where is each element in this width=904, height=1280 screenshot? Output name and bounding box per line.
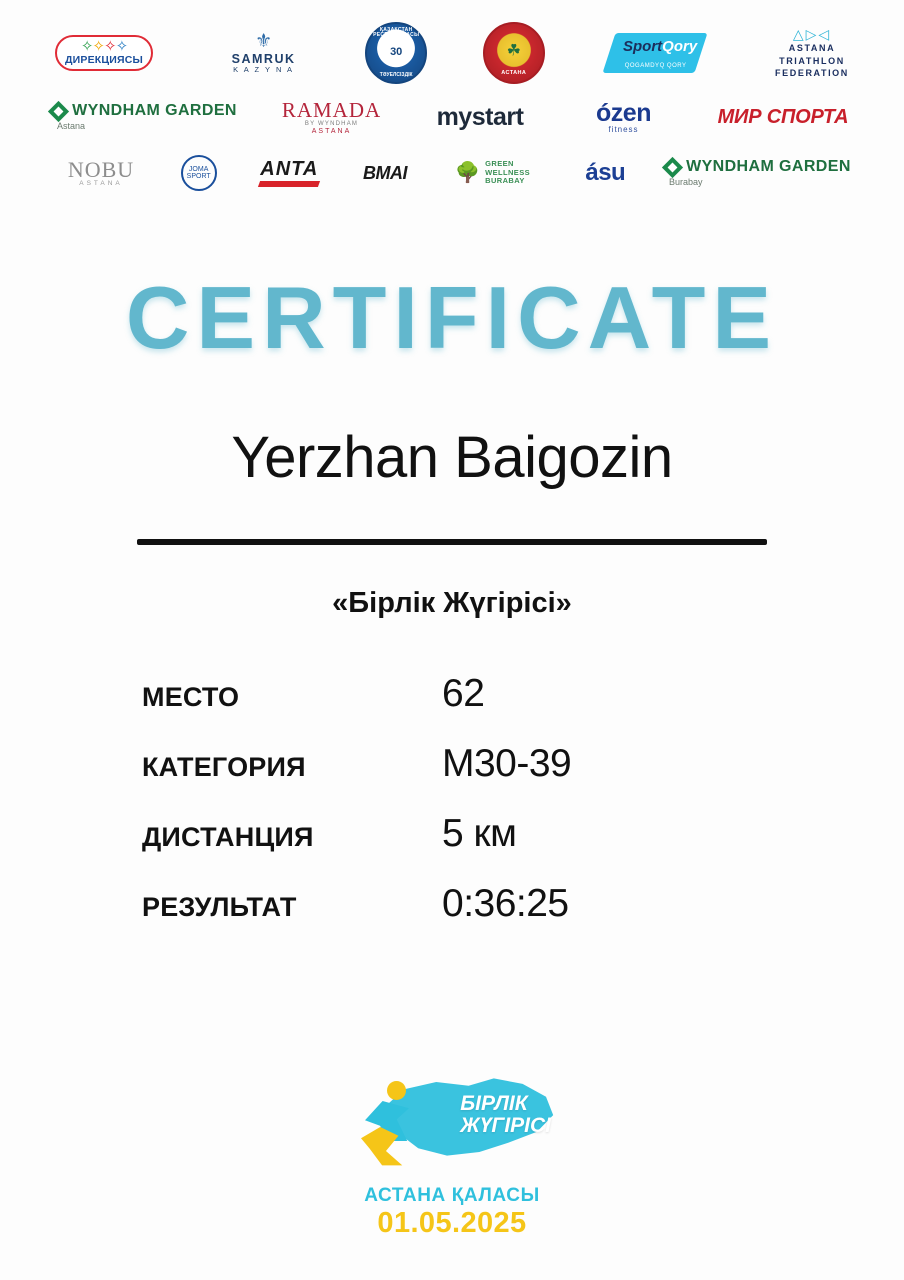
- atf-line3: FEDERATION: [775, 68, 849, 79]
- result-value-time: 0:36:25: [442, 882, 569, 925]
- anta-bar-icon: [258, 181, 320, 187]
- certificate-title: CERTIFICATE: [125, 268, 779, 367]
- sponsor-logo-ozen-fitness: [569, 94, 679, 140]
- wyndham-diamond-icon: [662, 157, 683, 178]
- event-badge-line2: ЖҮГІРІСІ: [460, 1114, 551, 1138]
- sport-qory-sublabel: QOGAMDYQ QORY: [625, 62, 687, 69]
- atf-line1: ASTANA: [788, 43, 836, 54]
- direkciyasy-label: ДИРЕКЦИЯСЫ: [64, 53, 144, 66]
- wyndham-astana-label: WYNDHAM GARDEN: [72, 101, 237, 119]
- wyndham-diamond-icon: [48, 101, 69, 122]
- event-logo: [317, 1071, 587, 1240]
- bmai-label: BMAI: [362, 162, 407, 183]
- table-row: [142, 672, 762, 716]
- gwb-text: [485, 160, 530, 186]
- ozen-sublabel: fitness: [608, 124, 639, 134]
- sponsor-logo-astana-emblem: [483, 22, 545, 84]
- tree-icon: 🌳️: [455, 162, 481, 184]
- sport-qory-label: [623, 39, 697, 55]
- ramada-sublabel: BY WYNDHAM: [304, 121, 359, 128]
- triangle-icon: △▷◁: [792, 26, 832, 43]
- anta-label: ANTA: [260, 158, 319, 180]
- ramada-label: RAMADA: [281, 98, 382, 123]
- sponsor-logo-wyndham-garden-astana: [46, 94, 242, 140]
- sponsor-logo-astana-triathlon-federation: [766, 22, 858, 84]
- runner-figures-icon: ✧✧✧✧: [80, 38, 128, 56]
- ramada-city-label: ASTANA: [311, 127, 352, 135]
- sponsor-logo-bmai: [345, 150, 425, 196]
- result-value-distance: 5 км: [442, 812, 517, 855]
- mir-sporta-label: МИР СПОРТА: [717, 105, 849, 128]
- sponsor-logo-ramada: [272, 94, 392, 140]
- nobu-label: NOBU: [67, 157, 135, 183]
- athlete-name: Yerzhan Baigozin: [231, 425, 673, 490]
- sponsor-row-2: [46, 94, 858, 140]
- gwb-line3: BURABAY: [485, 176, 525, 186]
- nobu-sublabel: ASTANA: [79, 180, 123, 188]
- ozen-label: ózen: [596, 98, 651, 127]
- wyndham-burabay-sublabel: Burabay: [668, 176, 703, 187]
- table-row: [142, 882, 762, 926]
- samruk-label: SAMRUK: [231, 52, 296, 66]
- direkciyasy-icon: [55, 35, 153, 71]
- table-row: [142, 742, 762, 786]
- runner-head: [387, 1081, 406, 1100]
- event-city: АСТАНА ҚАЛАСЫ: [364, 1185, 540, 1206]
- state-emblem-top-text: ҚАЗАҚСТАН РЕСПУБЛИКАСЫ: [373, 27, 420, 39]
- result-label-place: МЕСТО: [142, 682, 240, 712]
- samruk-mark-icon: ⚜: [255, 31, 273, 52]
- wyndham-burabay-label: WYNDHAM GARDEN: [686, 157, 851, 175]
- astana-emblem-icon: [483, 22, 545, 84]
- sponsor-logo-direkciyasy: [46, 22, 162, 84]
- sponsor-logo-asu: [560, 150, 650, 196]
- result-label-time: РЕЗУЛЬТАТ: [142, 892, 297, 922]
- sponsor-logo-samruk-kazyna: [218, 22, 310, 84]
- sponsor-logo-band: [0, 0, 904, 212]
- sponsor-logo-mir-sporta: [708, 94, 858, 140]
- wyndham-burabay-line: [665, 159, 851, 176]
- gwb-line2: WELLNESS: [485, 167, 531, 177]
- runner-icon: [353, 1079, 431, 1167]
- event-badge-line1: БІРЛІК: [460, 1092, 528, 1115]
- event-name: «Бірлік Жүгірісі»: [332, 587, 572, 619]
- sponsor-row-1: [46, 22, 858, 84]
- sport-qory-word1: Sport: [623, 38, 663, 55]
- event-badge-icon: [347, 1071, 557, 1181]
- asu-label: ásu: [585, 159, 626, 187]
- joma-circle-icon: JOMA SPORT: [181, 155, 217, 191]
- state-emblem-icon: [365, 22, 427, 84]
- mystart-label: mystart: [436, 102, 524, 131]
- wyndham-astana-line: [51, 103, 237, 120]
- sponsor-logo-state-emblem: [365, 22, 427, 84]
- sponsor-logo-sport-qory: [600, 22, 710, 84]
- sponsor-logo-anta: [241, 150, 337, 196]
- sponsor-logo-mystart: [421, 94, 539, 140]
- sport-qory-icon: [603, 33, 708, 73]
- gwb-wrap: [455, 160, 530, 186]
- state-emblem-bottom-text: ТӘУЕЛСІЗДІК: [379, 71, 413, 78]
- event-badge-text: [460, 1093, 551, 1137]
- astana-emblem-label: АСТАНА: [501, 70, 527, 77]
- sponsor-logo-nobu: [46, 150, 156, 196]
- sport-qory-word2: Qory: [662, 38, 698, 55]
- result-value-category: М30-39: [442, 742, 572, 785]
- sponsor-logo-joma: [164, 150, 234, 196]
- gwb-line1: GREEN: [485, 159, 514, 169]
- result-value-place: 62: [442, 672, 485, 715]
- divider: [137, 539, 767, 545]
- astana-wheat-icon: ☘: [506, 42, 521, 60]
- table-row: [142, 812, 762, 856]
- sponsor-logo-green-wellness-burabay: [433, 150, 553, 196]
- results-table: [142, 672, 762, 926]
- wyndham-astana-sublabel: Astana: [57, 120, 86, 131]
- event-date: 01.05.2025: [377, 1207, 527, 1239]
- samruk-sublabel: K A Z Y N A: [233, 65, 295, 75]
- sponsor-logo-wyndham-garden-burabay: [658, 150, 858, 196]
- atf-line2: TRIATHLON: [779, 55, 845, 66]
- sponsor-row-3: [46, 150, 858, 196]
- result-label-distance: ДИСТАНЦИЯ: [142, 822, 314, 852]
- result-label-category: КАТЕГОРИЯ: [142, 752, 306, 782]
- state-emblem-center-text: 30: [390, 46, 403, 59]
